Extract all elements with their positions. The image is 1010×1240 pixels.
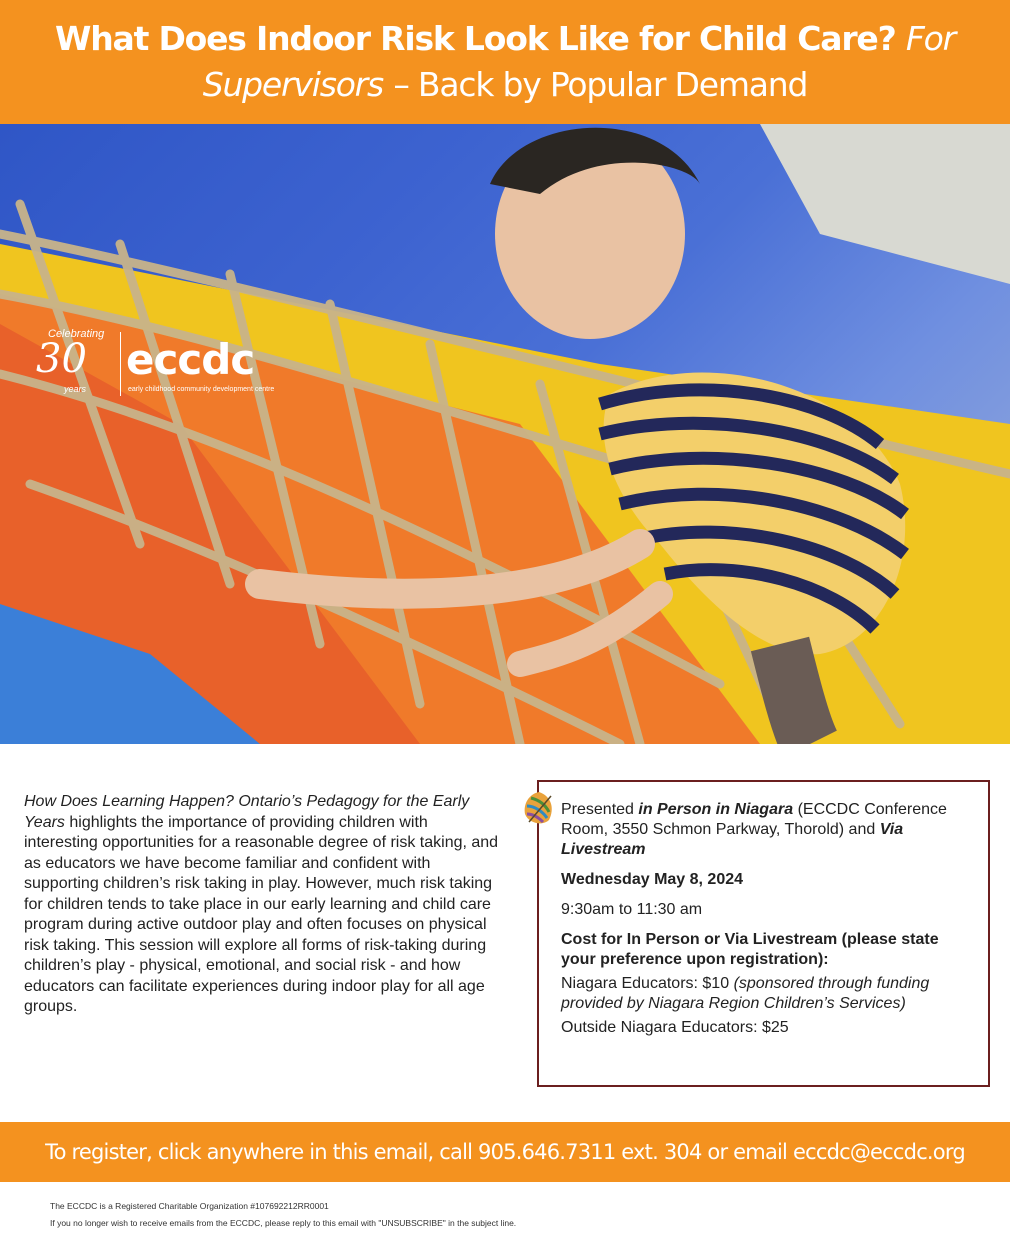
title-part-1: What Does Indoor Risk Look Like for Child Care? [55, 19, 896, 58]
cost-heading: Cost for In Person or Via Livestream (please state your preference upon registration): [561, 931, 939, 968]
event-time: 9:30am to 11:30 am [561, 901, 703, 918]
niagara-cost-amount: Niagara Educators: $10 [561, 975, 730, 992]
header-banner [0, 0, 1010, 124]
niagara-cost-note: (sponsored through funding provided by Niagara Region Children’s Services) [561, 975, 930, 1012]
footer-unsubscribe: If you no longer wish to receive emails from the ECCDC, please reply to this email with "UNSUBSCRIBE" in the subject line. [50, 1218, 517, 1228]
outside-cost: Outside Niagara Educators: $25 [561, 1019, 789, 1036]
hero-photo[interactable] [0, 124, 1010, 744]
logo-anniversary-number: 30 [36, 336, 87, 382]
logo-divider [120, 332, 121, 396]
logo-tagline: early childhood community development centre [128, 386, 275, 393]
eccdc-logo [34, 324, 324, 404]
logo-years: years [64, 384, 87, 394]
presented-in-person: in Person in Niagara [638, 801, 794, 818]
logo-celebrating: Celebrating [48, 328, 105, 340]
register-cta-bar[interactable]: To register, click anywhere in this email, call 905.646.7311 ext. 304 or email eccdc@eccdc.org [0, 1122, 1010, 1182]
event-presented [561, 800, 968, 860]
footer-fine-print [50, 1198, 516, 1232]
title-part-2: – Back by Popular Demand [393, 65, 808, 104]
hero-illustration [0, 124, 1010, 744]
presented-location: (ECCDC Conference Room, 3550 Schmon Parkway, Thorold) and [561, 801, 947, 838]
intro-paragraph [24, 792, 504, 1018]
footer-charity: The ECCDC is a Registered Charitable Organization #107692212RR0001 [50, 1201, 329, 1211]
event-info-box [537, 780, 990, 1087]
logo-brand: eccdc [126, 335, 255, 384]
title-line-2 [203, 62, 808, 108]
intro-body: highlights the importance of providing children with interesting opportunities for a reasonable degree of risk taking, and as educators we have become familiar and confident with supporting children’s risk taking in play. However, much risk taking for children tends to take place in our early learning and child care program during active outdoor play and often focuses on physical risk taking. This session will explore all forms of risk-taking during children’s play - physical, emotional, and social risk - and how educators can facilitate experiences during indoor play for all age groups. [24, 813, 499, 1015]
presented-livestream: Via Livestream [561, 821, 904, 858]
intro-italic-lead: How Does Learning Happen? Ontario’s Pedagogy for the Early Years [24, 793, 470, 831]
title-line-1 [55, 16, 955, 62]
niagara-cost [561, 974, 968, 1014]
presented-prefix: Presented [561, 801, 634, 818]
title-italic-a: For [905, 19, 955, 58]
leaf-icon [521, 790, 557, 826]
title-italic-b: Supervisors [202, 65, 384, 104]
event-date: Wednesday May 8, 2024 [561, 871, 744, 888]
